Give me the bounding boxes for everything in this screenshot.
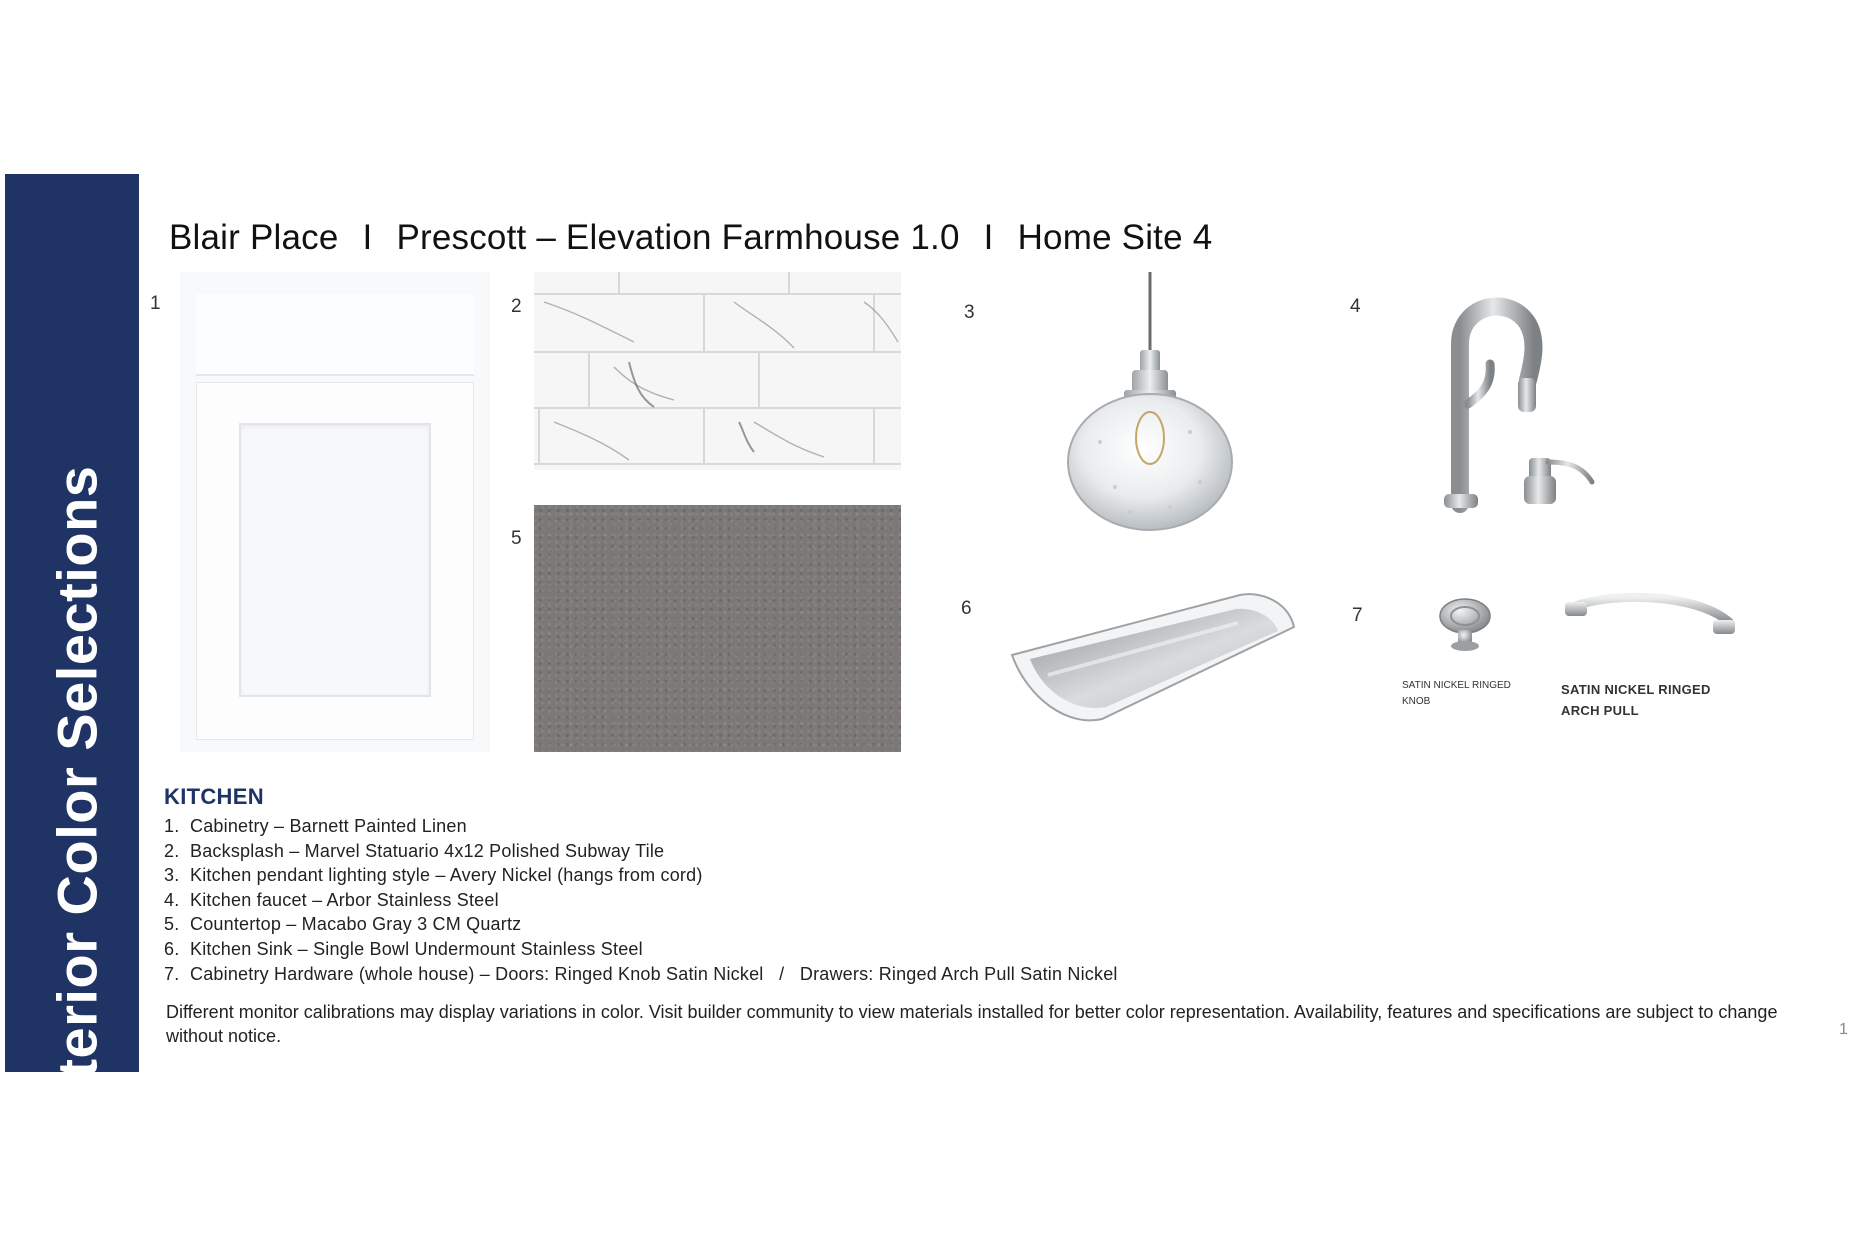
swatch-number-4: 4: [1350, 296, 1361, 317]
swatch-number-7: 7: [1352, 605, 1363, 626]
swatch-number-2: 2: [511, 296, 522, 317]
cabinet-door-panel: [239, 423, 431, 697]
cabinet-drawer-front: [196, 294, 474, 376]
swatch-number-5: 5: [511, 528, 522, 549]
swatch-number-3: 3: [964, 302, 975, 323]
sink-icon: [1008, 587, 1298, 727]
sidebar-banner: [5, 174, 139, 1129]
list-item: 7. Cabinetry Hardware (whole house) – Doors: Ringed Knob Satin Nickel / Drawers: Ringed Arch Pull Satin Nickel: [164, 963, 1118, 984]
kitchen-selection-list: [164, 814, 1118, 986]
arch-pull-icon: [1565, 592, 1735, 644]
kitchen-heading: KITCHEN: [164, 784, 264, 809]
pendant-light-icon: [1060, 272, 1240, 547]
plan-name: Prescott – Elevation Farmhouse 1.0: [396, 218, 960, 257]
sidebar-title: Interior Color Selections: [45, 465, 109, 1129]
list-item: 3. Kitchen pendant lighting style – Avery Nickel (hangs from cord): [164, 865, 703, 886]
subway-tile-pattern: [534, 272, 901, 470]
list-item: 5. Countertop – Macabo Gray 3 CM Quartz: [164, 914, 522, 935]
countertop-quartz-image: [534, 505, 901, 752]
list-item: 1. Cabinetry – Barnett Painted Linen: [164, 816, 467, 836]
swatch-number-1: 1: [150, 293, 161, 314]
page-number: 1: [1839, 1021, 1848, 1038]
cabinet-door-frame: [196, 382, 474, 740]
swatch-number-6: 6: [961, 598, 972, 619]
community-name: Blair Place: [169, 218, 339, 257]
page-title: [169, 218, 1212, 258]
cabinet-door-image: [180, 272, 490, 752]
home-site: Home Site 4: [1017, 218, 1213, 257]
title-separator: I: [362, 218, 373, 257]
list-item: 6. Kitchen Sink – Single Bowl Undermount Stainless Steel: [164, 938, 643, 959]
pull-label: SATIN NICKEL RINGED ARCH PULL: [1561, 682, 1711, 718]
backsplash-tile-image: [534, 272, 901, 470]
title-separator: I: [983, 218, 994, 257]
faucet-icon: [1420, 284, 1600, 514]
knob-icon: [1430, 596, 1500, 656]
disclaimer-text: Different monitor calibrations may display variations in color. Visit builder community to view materials installed for better color representation. Availability, features and specifications are subject to change without notice.: [166, 1002, 1778, 1046]
list-item: 2. Backsplash – Marvel Statuario 4x12 Polished Subway Tile: [164, 840, 665, 861]
knob-label: SATIN NICKEL RINGED KNOB: [1402, 680, 1511, 707]
list-item: 4. Kitchen faucet – Arbor Stainless Steel: [164, 889, 499, 910]
